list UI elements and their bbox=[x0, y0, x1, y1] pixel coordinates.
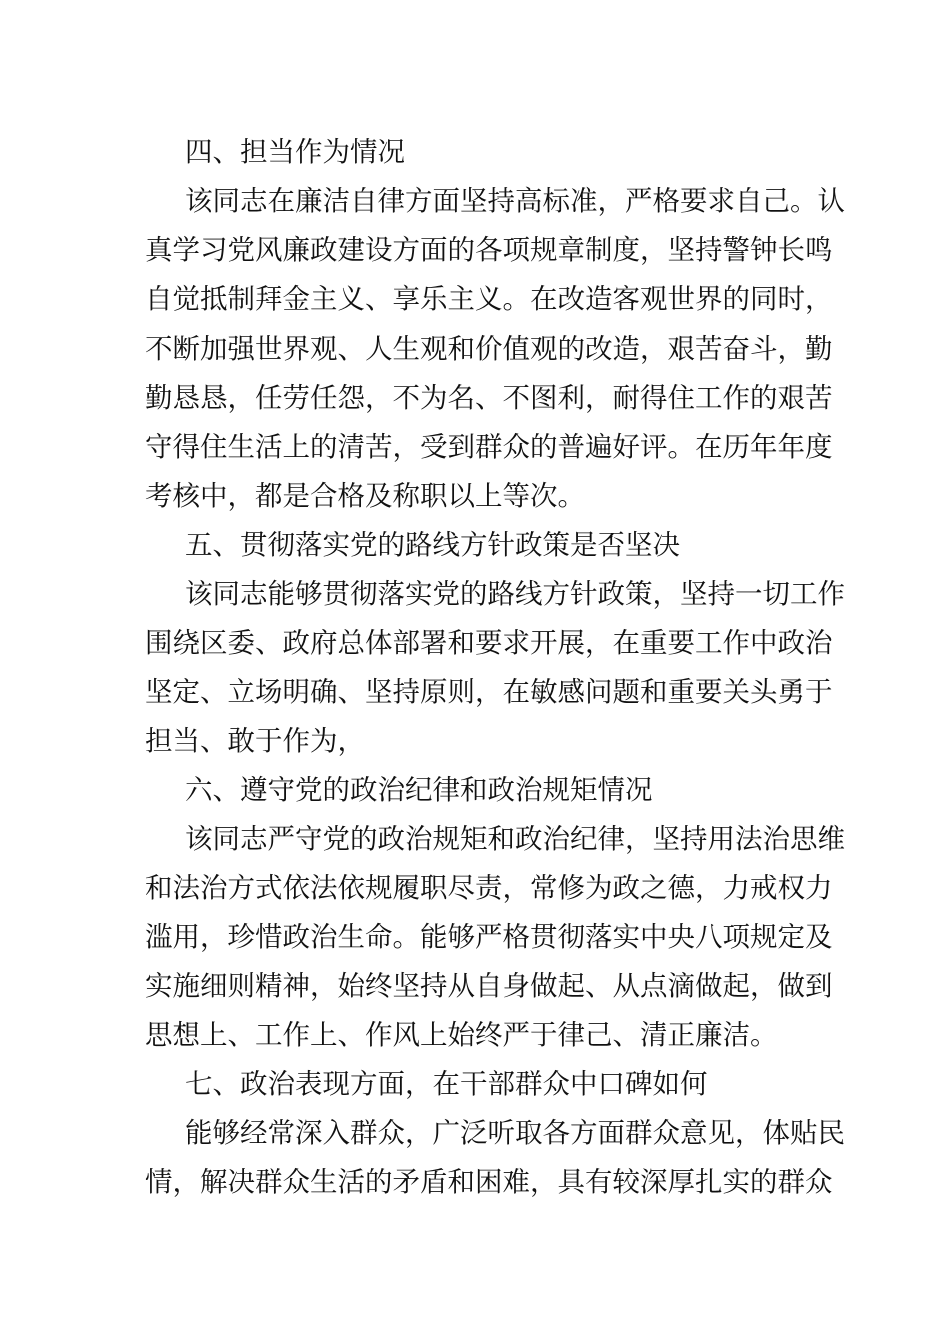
paragraph-line: 真学习党风廉政建设方面的各项规章制度，坚持警钟长鸣 bbox=[145, 234, 833, 266]
paragraph-line: 和法治方式依法依规履职尽责，常修为政之德，力戒权力 bbox=[145, 872, 833, 904]
paragraph-line: 坚定、立场明确、坚持原则，在敏感问题和重要关头勇于 bbox=[145, 676, 833, 708]
section-heading-6: 六、遵守党的政治纪律和政治规矩情况 bbox=[185, 774, 653, 806]
paragraph-line: 实施细则精神，始终坚持从自身做起、从点滴做起，做到 bbox=[145, 970, 833, 1002]
paragraph-line: 滥用，珍惜政治生命。能够严格贯彻落实中央八项规定及 bbox=[145, 921, 833, 953]
paragraph-line: 思想上、工作上、作风上始终严于律己、清正廉洁。 bbox=[145, 1019, 778, 1051]
section-heading-4: 四、担当作为情况 bbox=[185, 136, 405, 168]
paragraph-line: 该同志能够贯彻落实党的路线方针政策，坚持一切工作 bbox=[185, 578, 845, 610]
paragraph-line: 该同志严守党的政治规矩和政治纪律，坚持用法治思维 bbox=[185, 823, 845, 855]
paragraph-line: 围绕区委、政府总体部署和要求开展，在重要工作中政治 bbox=[145, 627, 833, 659]
paragraph-line: 勤恳恳，任劳任怨，不为名、不图利，耐得住工作的艰苦 bbox=[145, 382, 833, 414]
paragraph-line: 不断加强世界观、人生观和价值观的改造，艰苦奋斗，勤 bbox=[145, 333, 833, 365]
paragraph-line: 守得住生活上的清苦，受到群众的普遍好评。在历年年度 bbox=[145, 431, 833, 463]
section-heading-5: 五、贯彻落实党的路线方针政策是否坚决 bbox=[185, 529, 680, 561]
paragraph-line: 该同志在廉洁自律方面坚持高标准，严格要求自己。认 bbox=[185, 185, 845, 217]
paragraph-line: 担当、敢于作为， bbox=[145, 725, 365, 757]
section-heading-7: 七、政治表现方面，在干部群众中口碑如何 bbox=[185, 1068, 708, 1100]
paragraph-line: 情，解决群众生活的矛盾和困难，具有较深厚扎实的群众 bbox=[145, 1166, 833, 1198]
paragraph-line: 考核中，都是合格及称职以上等次。 bbox=[145, 480, 585, 512]
paragraph-line: 自觉抵制拜金主义、享乐主义。在改造客观世界的同时， bbox=[145, 283, 833, 315]
paragraph-line: 能够经常深入群众，广泛听取各方面群众意见，体贴民 bbox=[185, 1117, 845, 1149]
